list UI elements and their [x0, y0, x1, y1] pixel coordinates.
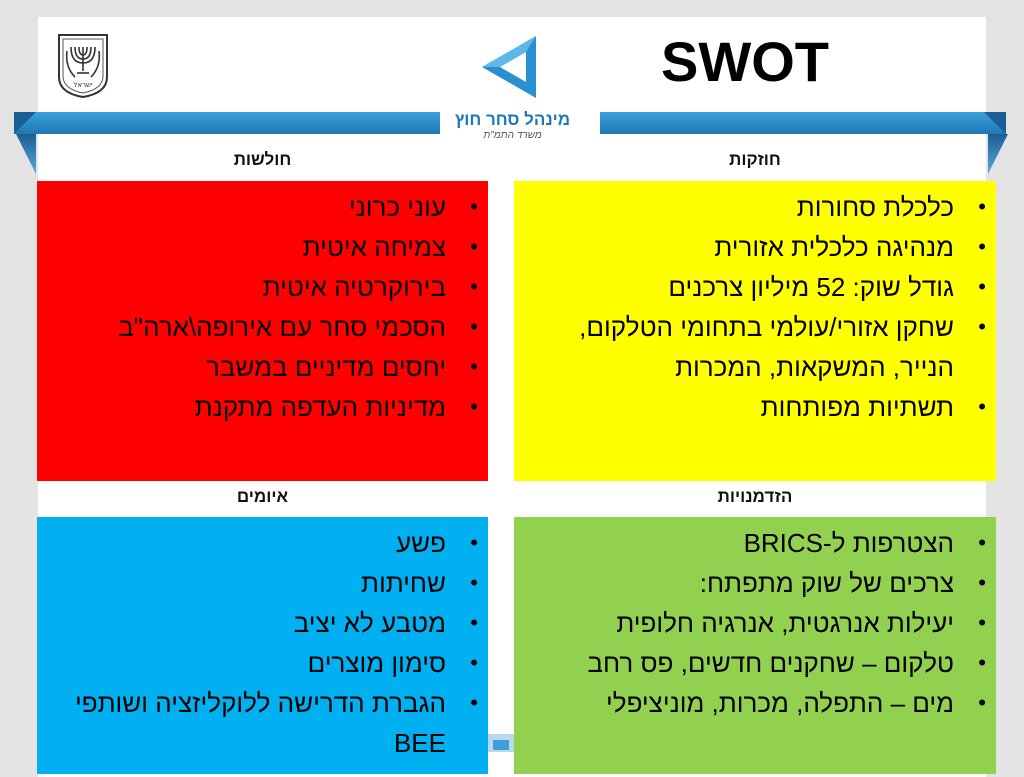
list-item — [514, 563, 996, 603]
page-title: SWOT — [661, 30, 829, 93]
bullet-icon: • — [470, 570, 478, 595]
header-threats: איומים — [236, 487, 289, 506]
bullet-icon: • — [470, 234, 478, 259]
bullet-icon: • — [470, 274, 478, 299]
bullet-icon: • — [978, 690, 986, 715]
list-item — [514, 683, 996, 723]
bullet-icon: • — [978, 314, 986, 339]
list-item — [514, 643, 996, 683]
threat-text: הגברת הדרישה ללוקליזציה ושותפי BEE — [74, 688, 446, 758]
bullet-icon: • — [978, 570, 986, 595]
logo-name: מינהל סחר חוץ — [454, 110, 571, 129]
weakness-text: יחסים מדיניים במשבר — [205, 352, 446, 382]
list-item — [37, 603, 488, 643]
triangle-arrow-logo-icon — [478, 34, 542, 100]
list-item — [514, 387, 996, 427]
logo-subtitle: משרד התמ"ת — [483, 130, 542, 141]
threat-text: פשע — [396, 528, 446, 558]
opportunity-text: הצטרפות ל-BRICS — [743, 528, 954, 558]
bullet-icon: • — [470, 690, 478, 715]
opportunity-text: יעילות אנרגטית, אנרגיה חלופית — [616, 608, 954, 638]
opportunity-text: צרכים של שוק מתפתח: — [699, 568, 954, 598]
bullet-icon: • — [978, 650, 986, 675]
bullet-icon: • — [470, 610, 478, 635]
strength-text: כלכלת סחורות — [796, 192, 954, 222]
bullet-icon: • — [978, 274, 986, 299]
strengths-quadrant — [514, 181, 996, 481]
emblem-text: ישראל — [73, 81, 93, 89]
threat-text: שחיתות — [360, 568, 446, 598]
list-item — [37, 523, 488, 563]
bullet-icon: • — [470, 354, 478, 379]
bullet-icon: • — [978, 530, 986, 555]
header-ribbon-left-fold — [14, 112, 36, 134]
header-ribbon-left — [14, 112, 440, 134]
header-ribbon-right-fold — [984, 112, 1006, 134]
bullet-icon: • — [470, 394, 478, 419]
bullet-icon: • — [470, 194, 478, 219]
bullet-icon: • — [978, 394, 986, 419]
list-item — [37, 227, 488, 267]
bullet-icon: • — [470, 650, 478, 675]
opportunity-text: מים – התפלה, מכרות, מוניציפלי — [606, 688, 954, 718]
ribbon-tail-left — [16, 134, 36, 174]
list-item — [514, 227, 996, 267]
list-item — [37, 387, 488, 427]
weakness-text: הסכמי סחר עם אירופה\ארה"ב — [118, 312, 446, 342]
bullet-icon: • — [978, 234, 986, 259]
header-strengths: חוזקות — [729, 150, 781, 169]
weakness-text: צמיחה איטית — [302, 232, 446, 262]
header-ribbon-right — [600, 112, 1006, 134]
list-item — [514, 523, 996, 563]
bullet-icon: • — [978, 194, 986, 219]
list-item — [514, 187, 996, 227]
threat-text: סימון מוצרים — [307, 648, 446, 678]
weakness-text: עוני כרוני — [348, 192, 446, 222]
list-item — [514, 267, 996, 307]
footer-accent-inner — [493, 740, 509, 750]
weaknesses-quadrant — [37, 181, 488, 481]
threat-text: מטבע לא יציב — [293, 608, 446, 638]
list-item — [514, 603, 996, 643]
opportunities-quadrant — [514, 517, 996, 774]
weakness-text: בירוקרטיה איטית — [262, 272, 446, 302]
weakness-text: מדיניות העדפה מתקנת — [194, 392, 446, 422]
bullet-icon: • — [978, 610, 986, 635]
opportunity-text: טלקום – שחקנים חדשים, פס רחב — [587, 648, 954, 678]
list-item — [37, 267, 488, 307]
bullet-icon: • — [470, 314, 478, 339]
header-opportunities: הזדמנויות — [717, 487, 793, 506]
list-item — [37, 347, 488, 387]
header-weaknesses: חולשות — [233, 150, 292, 169]
israel-emblem-icon — [55, 33, 111, 99]
threats-quadrant — [37, 517, 488, 774]
list-item — [37, 683, 488, 763]
strength-text: מנהיגה כלכלית אזורית — [714, 232, 954, 262]
list-item — [37, 187, 488, 227]
list-item — [514, 307, 996, 387]
strength-text: שחקן אזורי/עולמי בתחומי הטלקום, הנייר, המשקאות, המכרות — [579, 312, 954, 382]
list-item — [37, 643, 488, 683]
bullet-icon: • — [470, 530, 478, 555]
list-item — [37, 307, 488, 347]
strength-text: גודל שוק: 52 מיליון צרכנים — [668, 272, 954, 302]
strength-text: תשתיות מפותחות — [760, 392, 954, 422]
list-item — [37, 563, 488, 603]
